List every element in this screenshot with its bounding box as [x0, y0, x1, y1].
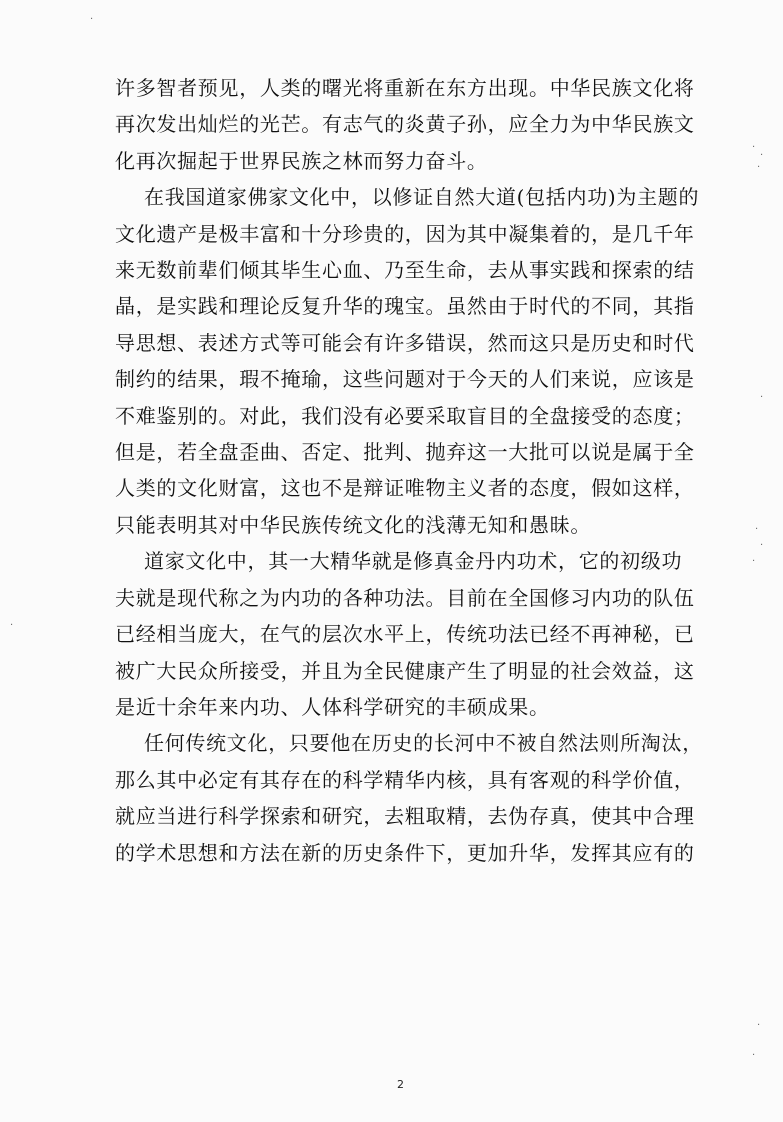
scan-speck: · [760, 392, 764, 403]
paragraph [115, 725, 701, 871]
scan-speck: · [752, 142, 756, 153]
text-line: 已经相当庞大，在气的层次水平上，传统功法已经不再神秘，已 [115, 622, 695, 647]
paragraph [115, 179, 701, 543]
text-line: 人类的文化财富，这也不是辩证唯物主义者的态度，假如这样， [115, 476, 695, 501]
scan-speck: · [760, 150, 764, 161]
text-line: 晶，是实践和理论反复升华的瑰宝。虽然由于时代的不同，其指 [115, 294, 695, 319]
scan-speck: · [752, 1050, 756, 1061]
text-line: 不难鉴别的。对此，我们没有必要采取盲目的全盘接受的态度； [115, 403, 695, 428]
scan-speck: · [752, 556, 756, 567]
text-line: 制约的结果，瑕不掩瑜，这些问题对于今天的人们来说，应该是 [115, 367, 695, 392]
paragraph [115, 70, 701, 179]
text-line: 被广大民众所接受，并且为全民健康产生了明显的社会效益，这 [115, 658, 695, 683]
text-line: 化再次掘起于世界民族之林而努力奋斗。 [115, 148, 488, 173]
text-line: 只能表明其对中华民族传统文化的浅薄无知和愚昧。 [115, 512, 592, 537]
scan-speck: · [757, 162, 761, 173]
text-line: 就应当进行科学探索和研究，去粗取精，去伪存真，使其中合理 [115, 804, 695, 829]
text-line: 导思想、表述方式等可能会有许多错误，然而这只是历史和时代 [115, 330, 695, 355]
text-line: 任何传统文化，只要他在历史的长河中不被自然法则所淘汰， [144, 731, 703, 756]
text-line: 来无数前辈们倾其毕生心血、乃至生命，去从事实践和探索的结 [115, 258, 695, 283]
scan-speck: · [760, 540, 764, 551]
text-line: 夫就是现代称之为内功的各种功法。目前在全国修习内功的队伍 [115, 585, 695, 610]
text-line: 文化遗产是极丰富和十分珍贵的，因为其中凝集着的，是几千年 [115, 221, 695, 246]
text-line: 再次发出灿烂的光芒。有志气的炎黄子孙，应全力为中华民族文 [115, 112, 695, 137]
scan-speck: · [10, 620, 14, 631]
text-line: 道家文化中，其一大精华就是修真金丹内功术，它的初级功 [144, 549, 683, 574]
document-body [115, 70, 701, 871]
text-line: 但是，若全盘歪曲、否定、批判、抛弃这一大批可以说是属于全 [115, 440, 695, 465]
scan-speck: · [90, 14, 94, 25]
text-line: 的学术思想和方法在新的历史条件下，更加升华，发挥其应有的 [115, 840, 695, 865]
page-number: 2 [397, 1078, 404, 1091]
scan-speck: · [755, 524, 759, 535]
scan-speck: · [757, 1020, 761, 1031]
text-line: 许多智者预见，人类的曙光将重新在东方出现。中华民族文化将 [115, 76, 695, 100]
text-line: 在我国道家佛家文化中，以修证自然大道(包括内功)为主题的 [144, 185, 700, 210]
text-line: 是近十余年来内功、人体科学研究的丰硕成果。 [115, 694, 550, 719]
text-line: 那么其中必定有其存在的科学精华内核，具有客观的科学价值， [115, 767, 695, 792]
paragraph [115, 543, 701, 725]
